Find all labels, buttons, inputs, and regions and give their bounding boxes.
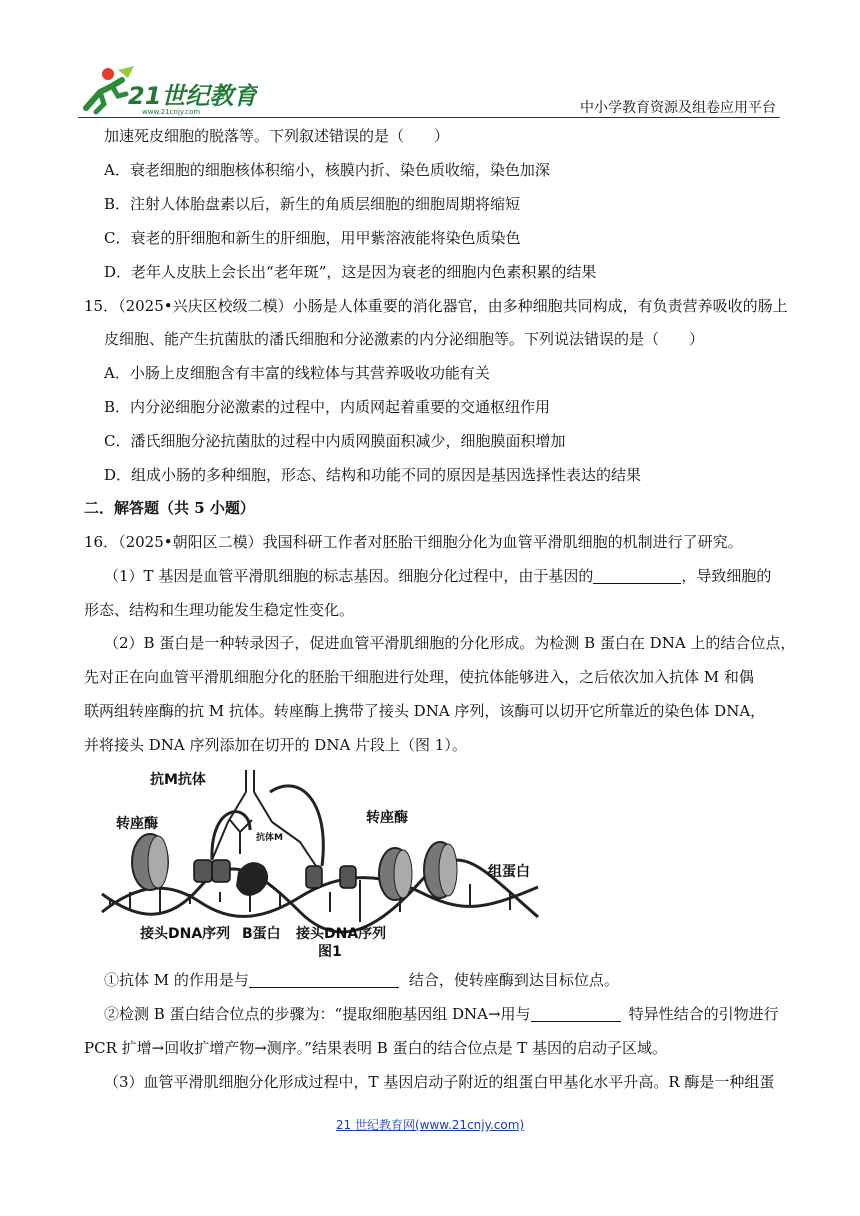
label-adapter-left: 接头DNA序列 [140,926,231,942]
label-antibody-m: 抗体M [256,833,283,843]
answer-blank-1[interactable] [593,567,681,584]
question-15-stem: 15．（2025•兴庆区校级二模）小肠是人体重要的消化器官，由多种细胞共同构成，有负责营养吸收的肠上 [84,297,788,315]
sub-2-text-a: ②检测 B 蛋白结合位点的步骤为：“提取细胞基因组 DNA→用与 [104,1005,531,1023]
question-16-part-1 [104,566,771,586]
option-14-d: D．老年人皮肤上会长出“老年斑”，这是因为衰老的细胞内色素积累的结果 [104,263,597,281]
header-divider [78,117,780,118]
question-16-stem: 16．（2025•朝阳区二模）我国科研工作者对胚胎干细胞分化为血管平滑肌细胞的机制进行了研究。 [84,533,743,551]
figure-1-diagram [100,762,540,960]
question-16-sub-2 [104,1004,779,1024]
question-16-part-2-cont-3: 并将接头 DNA 序列添加在切开的 DNA 片段上（图 1）。 [84,736,467,754]
page-footer [0,1116,860,1133]
question-16-part-2-cont-2: 联两组转座酶的抗 M 抗体。转座酶上携带了接头 DNA 序列，该酶可以切开它所靠近的染色体 DNA， [84,702,766,720]
option-15-d: D．组成小肠的多种细胞，形态、结构和功能不同的原因是基因选择性表达的结果 [104,466,642,484]
part-1-text-b: ，导致细胞的 [681,567,772,585]
b-protein-icon [236,862,268,896]
question-16-part-1-cont: 形态、结构和生理功能发生稳定性变化。 [84,601,355,619]
question-15-stem-cont: 皮细胞、能产生抗菌肽的潘氏细胞和分泌激素的内分泌细胞等。下列说法错误的是（ ） [104,330,705,348]
runner-icon [86,66,134,112]
logo-url: www.21cnjy.com [142,108,201,116]
part-1-text-a: （1）T 基因是血管平滑肌细胞的标志基因。细胞分化过程中，由于基因的 [104,567,594,585]
label-b-protein: B蛋白 [242,926,281,942]
label-histone: 组蛋白 [488,864,530,880]
label-transposase-left: 转座酶 [116,816,158,832]
answer-blank-2[interactable] [249,971,399,988]
antibody-icon [212,770,316,866]
option-14-a: A．衰老细胞的细胞核体积缩小，核膜内折、染色质收缩，染色加深 [104,161,550,179]
logo-text: 21世纪教育 [128,82,258,110]
platform-name: 中小学教育资源及组卷应用平台 [580,100,776,116]
answer-blank-3[interactable] [531,1005,621,1022]
label-adapter-right: 接头DNA序列 [296,926,387,942]
option-15-b: B．内分泌细胞分泌激素的过程中，内质网起着重要的交通枢纽作用 [104,398,551,416]
question-16-part-2-cont-1: 先对正在向血管平滑肌细胞分化的胚胎干细胞进行处理，使抗体能够进入，之后依次加入抗体 M 和偶 [84,668,754,686]
question-16-sub-1 [104,970,619,990]
option-15-a: A．小肠上皮细胞含有丰富的线粒体与其营养吸收功能有关 [104,364,490,382]
label-anti-m-antibody: 抗M抗体 [150,772,206,788]
section-heading: 二．解答题（共 5 小题） [84,499,255,517]
question-16-part-2: （2）B 蛋白是一种转录因子，促进血管平滑肌细胞的分化形成。为检测 B 蛋白在 DNA 上的结合位点， [104,634,796,652]
option-15-c: C．潘氏细胞分泌抗菌肽的过程中内质网膜面积减少，细胞膜面积增加 [104,432,566,450]
option-14-c: C．衰老的肝细胞和新生的肝细胞，用甲紫溶液能将染色质染色 [104,229,521,247]
option-14-b: B．注射人体胎盘素以后，新生的角质层细胞的细胞周期将缩短 [104,195,521,213]
sub-2-text-b: 特异性结合的引物进行 [628,1005,779,1023]
page-header [78,64,780,118]
label-transposase-right: 转座酶 [366,810,408,826]
figure-caption: 图1 [318,944,342,960]
sub-1-text-a: ①抗体 M 的作用是与 [104,971,249,989]
histone-icon [132,834,457,900]
sub-1-text-b: 结合，使转座酶到达目标位点。 [408,971,619,989]
question-14-stem-end: 加速死皮细胞的脱落等。下列叙述错误的是（ ） [104,127,450,145]
question-16-part-3: （3）血管平滑肌细胞分化形成过程中，T 基因启动子附近的组蛋白甲基化水平升高。R 酶是一种组蛋 [104,1073,775,1091]
question-16-sub-2-cont: PCR 扩增→回收扩增产物→测序。”结果表明 B 蛋白的结合位点是 T 基因的启动子区域。 [84,1039,668,1057]
footer-link[interactable]: 21 世纪教育网(www.21cnjy.com) [335,1118,525,1132]
logo [78,64,258,116]
